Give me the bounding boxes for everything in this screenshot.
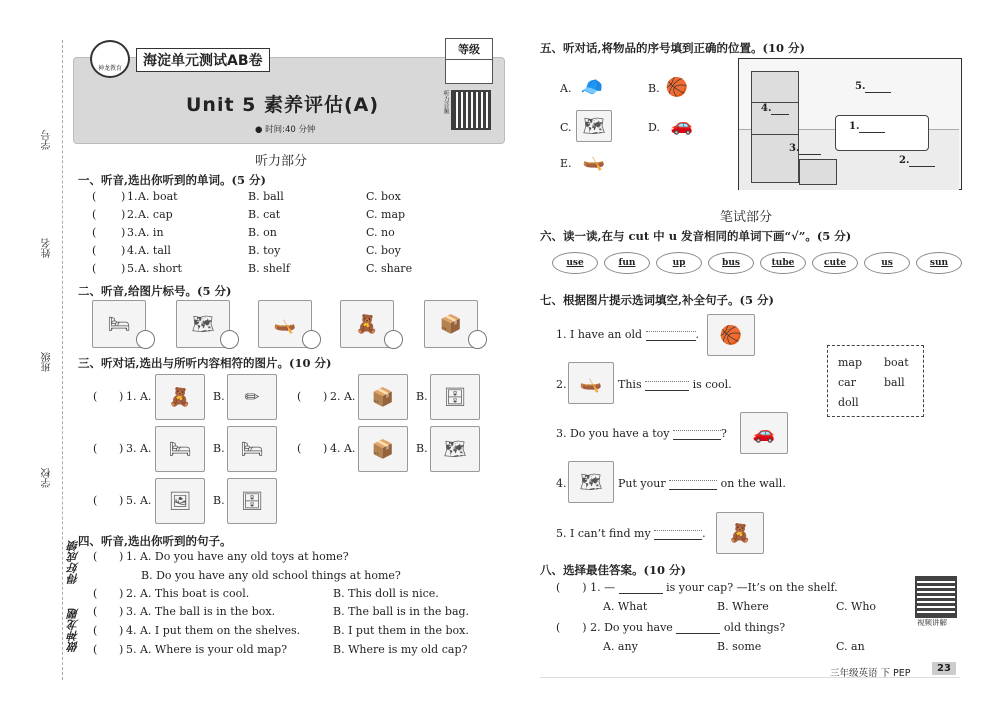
s1-option-a[interactable]: A. cap <box>138 208 173 221</box>
s3-q2-box-picture[interactable]: 📦 <box>358 374 408 420</box>
s1-option-a[interactable]: A. boat <box>138 190 178 203</box>
s2-bed-picture: 🛏 <box>92 300 146 348</box>
word-boat: boat <box>884 356 909 369</box>
s2-boat-picture: 🛶 <box>258 300 312 348</box>
s3-q4-desk-picture[interactable]: 🗺 <box>430 426 480 472</box>
s1-option-b[interactable]: B. ball <box>248 190 284 203</box>
s2-answer-circle[interactable] <box>468 330 487 349</box>
s1-option-a[interactable]: A. short <box>138 262 182 275</box>
s1-option-c[interactable]: C. no <box>366 226 395 239</box>
word-doll: doll <box>838 396 859 409</box>
word-map: map <box>838 356 863 369</box>
s6-word-ear[interactable]: cute <box>812 252 858 274</box>
brand-logo <box>90 40 130 78</box>
s3-b-label: B. <box>213 442 225 455</box>
s6-word-ear[interactable]: us <box>864 252 910 274</box>
test-time: ● 时间:40 分钟 <box>255 125 316 135</box>
s5-car-picture: 🚗 <box>670 114 694 136</box>
margin-school: 学校 <box>42 468 53 488</box>
s7-q5-blank[interactable] <box>654 530 702 540</box>
writing-section-title: 笔试部分 <box>720 210 773 225</box>
audio-qr-label: 听力音频 <box>442 90 449 114</box>
margin-slogan-2: 做神龙题 <box>67 608 80 652</box>
s1-option-c[interactable]: C. share <box>366 262 413 275</box>
s7-map-picture: 🗺 <box>568 461 614 503</box>
s5-cap-picture: 🧢 <box>580 76 604 98</box>
s7-q2-blank[interactable] <box>645 381 689 391</box>
s6-word-ear[interactable]: up <box>656 252 702 274</box>
s7-doll-picture: 🧸 <box>716 512 764 554</box>
s3-b-label: B. <box>416 390 428 403</box>
s2-title: 二、听音,给图片标号。(5 分) <box>78 284 232 298</box>
s5-boat-picture: 🛶 <box>582 150 606 172</box>
s8-q2-option-c[interactable]: C. an <box>836 640 865 653</box>
slot-3-label: 3. <box>789 143 800 154</box>
s8-q1-option-a[interactable]: A. What <box>603 600 648 613</box>
s8-q2-blank[interactable] <box>676 623 720 634</box>
word-ball: ball <box>884 376 905 389</box>
s2-map-picture: 🗺 <box>176 300 230 348</box>
s6-title: 六、读一读,在与 cut 中 u 发音相同的单词下画“√”。(5 分) <box>540 229 852 243</box>
s4-q1: ( ) 1. A. Do you have any old toys at home? <box>93 550 349 563</box>
margin-class: 班级 <box>42 352 53 372</box>
s6-word-ear[interactable]: use <box>552 252 598 274</box>
s2-answer-circle[interactable] <box>220 330 239 349</box>
s8-q1-option-c[interactable]: C. Who <box>836 600 877 613</box>
s2-answer-circle[interactable] <box>384 330 403 349</box>
s5-item-c-label: C. <box>560 121 572 134</box>
s8-q1-blank[interactable] <box>619 583 663 594</box>
s4-q2: ( ) 2. A. This boat is cool. B. This doll is nice. <box>93 587 439 600</box>
grade-box <box>445 38 493 84</box>
series-title: 海淀单元测试AB卷 <box>136 48 270 72</box>
s3-q5-shelf-picture[interactable]: 🗄 <box>227 478 277 524</box>
s4-q1-option-a[interactable]: 1. A. Do you have any old toys at home? <box>126 550 349 563</box>
s6-word-ear[interactable]: tube <box>760 252 806 274</box>
s1-option-a[interactable]: A. tall <box>138 244 171 257</box>
s4-q5-option-a[interactable]: 5. A. Where is your old map? <box>126 643 288 656</box>
slot-2-line[interactable] <box>909 155 935 167</box>
s8-q1-option-b[interactable]: B. Where <box>717 600 769 613</box>
s1-option-c[interactable]: C. box <box>366 190 401 203</box>
s7-word-box <box>827 345 924 417</box>
audio-qr-code-icon[interactable] <box>451 90 491 130</box>
s5-item-a-label: A. <box>560 82 572 95</box>
s7-car-picture: 🚗 <box>740 412 788 454</box>
s3-title: 三、听对话,选出与所听内容相符的图片。(10 分) <box>78 356 332 370</box>
grade-label: 等级 <box>446 39 492 60</box>
s7-q1: 1. I have an old . <box>556 328 700 341</box>
slot-4-line[interactable] <box>771 103 789 115</box>
s1-option-a[interactable]: A. in <box>138 226 164 239</box>
s7-title: 七、根据图片提示选词填空,补全句子。(5 分) <box>540 293 774 307</box>
s4-q5-option-b[interactable]: B. Where is my old cap? <box>333 643 468 656</box>
s4-q4-option-b[interactable]: B. I put them in the box. <box>333 624 469 637</box>
slot-5-line[interactable] <box>865 81 891 93</box>
s1-title: 一、听音,选出你听到的单词。(5 分) <box>78 173 266 187</box>
s5-item-b-label: B. <box>648 82 660 95</box>
s3-q2-shelf-picture[interactable]: 🗄 <box>430 374 480 420</box>
s2-answer-circle[interactable] <box>136 330 155 349</box>
slot-2-label: 2. <box>899 155 910 166</box>
s4-q4-option-a[interactable]: 4. A. I put them on the shelves. <box>126 624 301 637</box>
s4-q1-option-b[interactable]: B. Do you have any old school things at home? <box>141 569 401 582</box>
s7-q4-blank[interactable] <box>669 480 717 490</box>
s4-q2-option-b[interactable]: B. This doll is nice. <box>333 587 439 600</box>
s1-option-b[interactable]: B. on <box>248 226 277 239</box>
listening-section-title: 听力部分 <box>255 154 308 169</box>
slot-4-label: 4. <box>761 103 772 114</box>
s3-q4-label: 4. A. <box>330 442 356 455</box>
slot-1-label: 1. <box>849 121 860 132</box>
slot-1-line[interactable] <box>859 121 885 133</box>
s5-map-picture: 🗺 <box>576 110 612 142</box>
s3-q5-label: 5. A. <box>126 494 152 507</box>
footer-rule <box>540 677 960 678</box>
video-qr-label: 视频讲解 <box>917 618 947 627</box>
s3-q3-bed-picture[interactable]: 🛏 <box>227 426 277 472</box>
s3-b-label: B. <box>213 494 225 507</box>
s4-q4: ( ) 4. A. I put them on the shelves. B. I put them in the box. <box>93 624 469 637</box>
s7-q3-blank[interactable] <box>673 430 721 440</box>
s7-boat-picture: 🛶 <box>568 362 614 404</box>
s2-doll-picture: 🧸 <box>340 300 394 348</box>
footer-page-number: 23 <box>932 662 956 675</box>
s4-q3-option-a[interactable]: 3. A. The ball is in the box. <box>126 605 276 618</box>
s8-title: 八、选择最佳答案。(10 分) <box>540 563 686 577</box>
s1-option-c[interactable]: C. map <box>366 208 406 221</box>
page-title: Unit 5 素养评估(A) <box>186 94 380 116</box>
s3-q1-toys-picture[interactable]: 🧸 <box>155 374 205 420</box>
s1-option-b[interactable]: B. toy <box>248 244 281 257</box>
s8-q1: ( ) 1. — is your cap? —It’s on the shelf. <box>556 581 838 594</box>
s4-q5: ( ) 5. A. Where is your old map? B. Where is my old cap? <box>93 643 468 656</box>
slot-5-label: 5. <box>855 81 866 92</box>
s4-q2-option-a[interactable]: 2. A. This boat is cool. <box>126 587 250 600</box>
s5-title: 五、听对话,将物品的序号填到正确的位置。(10 分) <box>540 41 805 55</box>
s3-b-label: B. <box>213 390 225 403</box>
s6-word-ear[interactable]: sun <box>916 252 962 274</box>
s7-ball-picture: 🏀 <box>707 314 755 356</box>
footer-book: 三年级英语 下 PEP <box>830 668 911 679</box>
s8-q2-option-a[interactable]: A. any <box>603 640 638 653</box>
s1-option-c[interactable]: C. boy <box>366 244 401 257</box>
word-car: car <box>838 376 856 389</box>
s7-q4: Put your on the wall. <box>618 477 786 490</box>
s3-b-label: B. <box>416 442 428 455</box>
s3-q4-box-picture[interactable]: 📦 <box>358 426 408 472</box>
margin-student-id: 学号 <box>42 130 53 150</box>
s7-q2-num: 2. <box>556 378 567 391</box>
room-box <box>799 159 837 185</box>
s3-q1-school-things-picture[interactable]: ✏ <box>227 374 277 420</box>
s7-q2: This is cool. <box>618 378 732 391</box>
margin-name: 姓名 <box>42 238 53 258</box>
s5-ball-picture: 🏀 <box>665 76 689 98</box>
s3-q3-label: 3. A. <box>126 442 152 455</box>
s3-q5-wall-picture[interactable]: 🖼 <box>155 478 205 524</box>
s8-q2-option-b[interactable]: B. some <box>717 640 762 653</box>
s2-answer-circle[interactable] <box>302 330 321 349</box>
s6-word-ear[interactable]: bus <box>708 252 754 274</box>
s1-option-b[interactable]: B. shelf <box>248 262 290 275</box>
s3-q3-bed-picture[interactable]: 🛏 <box>155 426 205 472</box>
s7-q5: 5. I can’t find my . <box>556 527 706 540</box>
s5-room-scene <box>738 58 962 190</box>
margin-dashed-line <box>62 40 63 680</box>
s2-box-picture: 📦 <box>424 300 478 348</box>
s7-q1-blank[interactable] <box>646 331 696 341</box>
video-qr-code-icon[interactable] <box>915 576 957 618</box>
brand-name: 神龙教育 <box>97 65 122 72</box>
s6-word-ear[interactable]: fun <box>604 252 650 274</box>
s5-item-e-label: E. <box>560 157 572 170</box>
room-shelf <box>751 71 799 183</box>
s4-q3: ( ) 3. A. The ball is in the box. B. The ball is in the bag. <box>93 605 470 618</box>
s3-q2-label: 2. A. <box>330 390 356 403</box>
s8-q2: ( ) 2. Do you have old things? <box>556 621 786 634</box>
s3-q1-label: 1. A. <box>126 390 152 403</box>
s1-option-b[interactable]: B. cat <box>248 208 281 221</box>
s5-item-d-label: D. <box>648 121 660 134</box>
slot-3-line[interactable] <box>799 143 821 155</box>
margin-slogan-1: 得好成绩 <box>67 540 80 584</box>
s4-title: 四、听音,选出你听到的句子。 <box>78 534 232 548</box>
s7-q4-num: 4. <box>556 477 567 490</box>
s7-q3: 3. Do you have a toy ? <box>556 427 727 440</box>
clock-icon: ● <box>255 125 263 135</box>
s4-q3-option-b[interactable]: B. The ball is in the bag. <box>333 605 470 618</box>
